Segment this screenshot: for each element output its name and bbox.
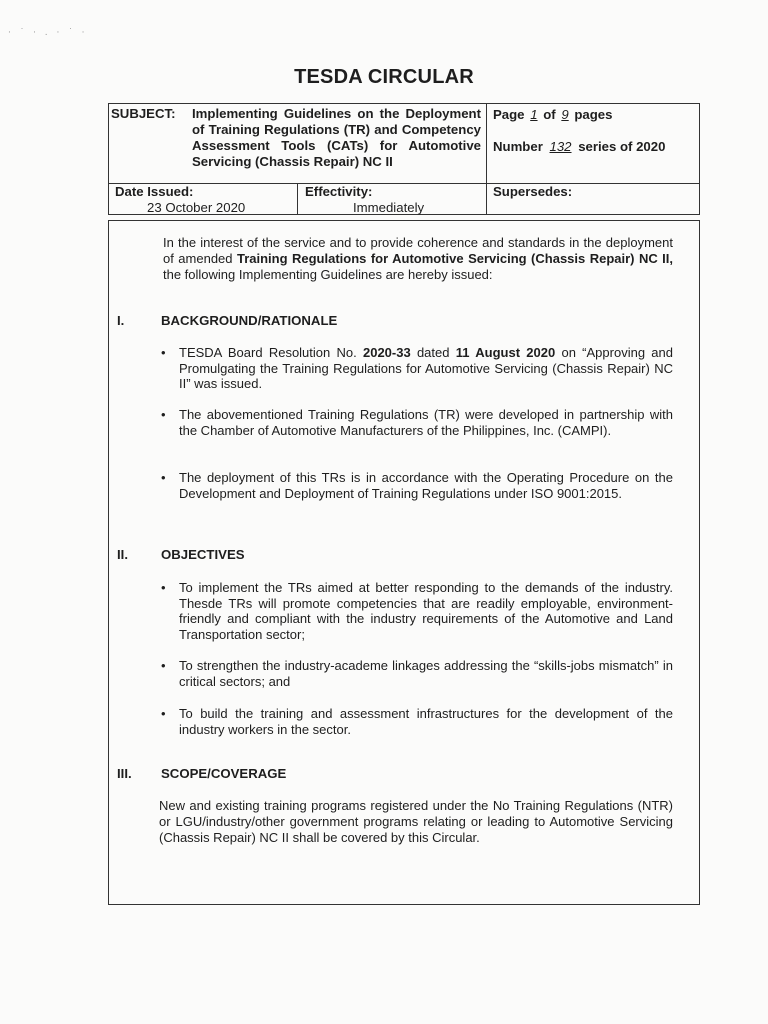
list-item bbox=[159, 470, 673, 501]
list-item bbox=[159, 407, 673, 438]
body-box bbox=[108, 220, 700, 905]
table-divider bbox=[109, 183, 699, 184]
list-item bbox=[159, 658, 673, 689]
bullet-text: To build the training and assessment infrastructures for the development of the industry workers in the sector. bbox=[179, 706, 673, 737]
list-item bbox=[159, 706, 673, 737]
bullet-text: TESDA Board Resolution No. bbox=[179, 345, 363, 360]
list-item bbox=[159, 580, 673, 642]
intro-text-end: the following Implementing Guidelines are hereby issued: bbox=[163, 267, 493, 282]
effectivity-value: Immediately bbox=[353, 200, 425, 215]
supersedes-label: Supersedes: bbox=[493, 184, 573, 199]
section-title: SCOPE/COVERAGE bbox=[161, 766, 287, 781]
bullet-icon: • bbox=[161, 345, 166, 360]
resolution-date: 11 August 2020 bbox=[455, 345, 556, 360]
subject-cell bbox=[111, 106, 481, 170]
circular-number bbox=[493, 139, 665, 155]
page-suffix: pages bbox=[574, 107, 613, 122]
page-total: 9 bbox=[561, 107, 569, 122]
document-title: TESDA CIRCULAR bbox=[294, 66, 474, 88]
effectivity-label: Effectivity: bbox=[305, 184, 373, 199]
page-prefix: Page bbox=[493, 107, 525, 122]
scan-specks: · ˙ · . · ˙ · bbox=[8, 28, 88, 38]
page-of: of bbox=[543, 107, 556, 122]
scope-paragraph: New and existing training programs registered under the No Training Regulations (NTR) or LGU/industry/other government programs relating or leading to Automotive Servicing (Chassis Repair) NC II shall be covered by this Circular. bbox=[159, 798, 673, 845]
number-suffix: series of 2020 bbox=[578, 139, 666, 154]
bullet-text: on “Approving and Promulgating the Training Regulations for Automotive Servicing (Chassis Repair) NC II” was issued. bbox=[179, 345, 673, 391]
bullet-text: To implement the TRs aimed at better responding to the demands of the industry. Thesde TRs will promote competencies that are readily employable, environment-friendly and compliant with the industry requirements of the Automotive and Land Transportation sector; bbox=[179, 580, 673, 642]
intro-bold-text: Training Regulations for Automotive Servicing (Chassis Repair) NC II, bbox=[236, 251, 674, 266]
bullet-icon: • bbox=[161, 580, 166, 595]
subject-text: Implementing Guidelines on the Deployment of Training Regulations (TR) and Competency Assessment Tools (CATs) for Automotive Servicing (Chassis Repair) NC II bbox=[192, 106, 481, 169]
bullet-text: The deployment of this TRs is in accordance with the Operating Procedure on the Development and Deployment of Training Regulations under ISO 9001:2015. bbox=[179, 470, 673, 501]
number-prefix: Number bbox=[493, 139, 543, 154]
bullet-text: The abovementioned Training Regulations (TR) were developed in partnership with the Chamber of Automotive Manufacturers of the Philippines, Inc. (CAMPI). bbox=[179, 407, 673, 438]
section-heading-background bbox=[117, 313, 337, 329]
section-heading-objectives bbox=[117, 547, 245, 563]
section-number: III. bbox=[117, 766, 132, 781]
date-issued-label: Date Issued: bbox=[115, 184, 194, 199]
list-item bbox=[159, 345, 673, 392]
table-divider bbox=[486, 104, 487, 214]
section-number: I. bbox=[117, 313, 125, 328]
section-heading-scope bbox=[117, 766, 286, 782]
resolution-number: 2020-33 bbox=[362, 345, 411, 360]
bullet-text: To strengthen the industry-academe linkages addressing the “skills-jobs mismatch” in critical sectors; and bbox=[179, 658, 673, 689]
number-value: 132 bbox=[549, 139, 572, 154]
page-count bbox=[493, 107, 612, 123]
header-table bbox=[108, 103, 700, 215]
page-current: 1 bbox=[530, 107, 538, 122]
bullet-icon: • bbox=[161, 658, 166, 673]
section-title: BACKGROUND/RATIONALE bbox=[161, 313, 338, 328]
bullet-icon: • bbox=[161, 470, 166, 485]
subject-label: SUBJECT: bbox=[111, 106, 176, 121]
section-number: II. bbox=[117, 547, 128, 562]
date-issued-value: 23 October 2020 bbox=[147, 200, 246, 215]
intro-paragraph bbox=[163, 235, 673, 283]
intro-text: In the interest of the service and to provide coherence and standards in the deployment of amended bbox=[163, 235, 673, 266]
bullet-icon: • bbox=[161, 407, 166, 422]
section-title: OBJECTIVES bbox=[161, 547, 245, 562]
bullet-text: dated bbox=[410, 345, 456, 360]
table-divider bbox=[297, 183, 298, 214]
bullet-icon: • bbox=[161, 706, 166, 721]
